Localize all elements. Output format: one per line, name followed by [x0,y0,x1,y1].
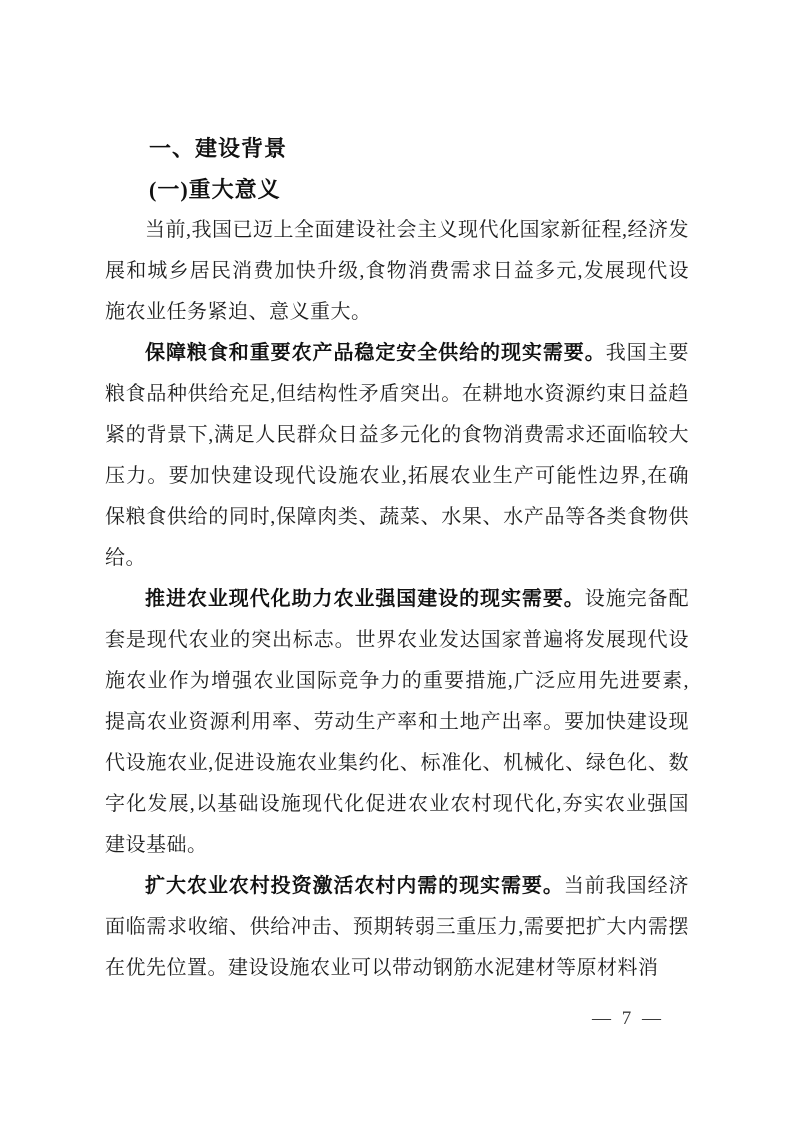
paragraph-text: 当前,我国已迈上全面建设社会主义现代化国家新征程,经济发展和城乡居民消费加快升级,食物消费需求日益多元,发展现代设施农业任务紧迫、意义重大。 [105,219,689,323]
paragraph-lead: 推进农业现代化助力农业强国建设的现实需要。 [145,588,585,610]
paragraph-text: 当前我国经济面临需求收缩、供给冲击、预期转弱三重压力,需要把扩大内需摆在优先位置。建设设施农业可以带动钢筋水泥建材等原材料消 [105,875,690,979]
page-number: — 7 — [592,1008,664,1029]
paragraph [105,210,689,333]
paragraph-lead: 保障粮食和重要农产品稳定安全供给的现实需要。 [145,342,606,364]
paragraph [105,866,689,989]
section-heading: 一、建设背景 [149,136,288,161]
document-content [105,128,689,989]
paragraph-text: 我国主要粮食品种供给充足,但结构性矛盾突出。在耕地水资源约束日益趋紧的背景下,满足人民群众日益多元化的食物消费需求还面临较大压力。要加快建设现代设施农业,拓展农业生产可能性边界,在确保粮食供给的同时,保障肉类、蔬菜、水果、水产品等各类食物供给。 [105,342,690,569]
subsection-heading: (一)重大意义 [149,177,281,202]
paragraph-lead: 扩大农业农村投资激活农村内需的现实需要。 [145,875,564,897]
paragraph [105,333,689,579]
paragraph [105,579,689,866]
paragraph-text: 设施完备配套是现代农业的突出标志。世界农业发达国家普遍将发展现代设施农业作为增强农业国际竞争力的重要措施,广泛应用先进要素,提高农业资源利用率、劳动生产率和土地产出率。要加快建设现代设施农业,促进设施农业集约化、标准化、机械化、绿色化、数字化发展,以基础设施现代化促进农业农村现代化,夯实农业强国建设基础。 [105,588,690,856]
